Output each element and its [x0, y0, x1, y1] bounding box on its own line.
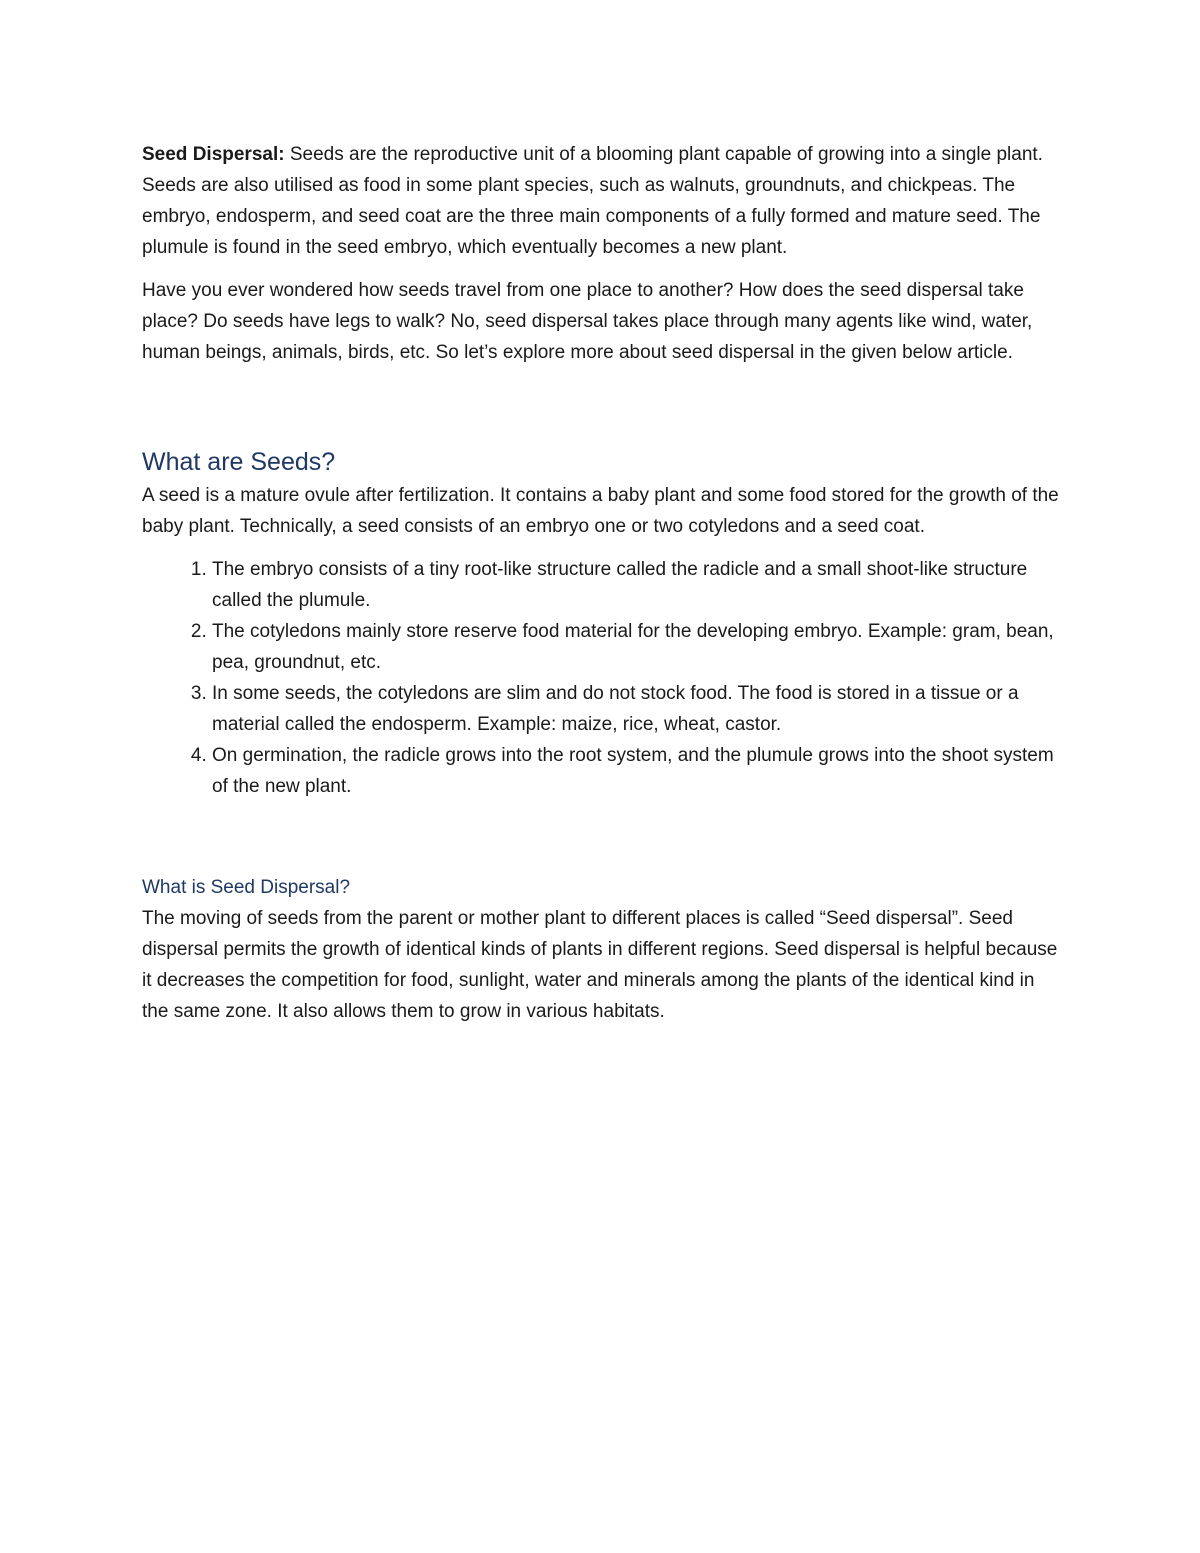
list-item: 1. The embryo consists of a tiny root-like structure called the radicle and a small shoot-like structure called the plumule.	[212, 554, 1062, 616]
seed-dispersal-heading: What is Seed Dispersal?	[142, 877, 351, 898]
list-item: 3. In some seeds, the cotyledons are slim and do not stock food. The food is stored in a tissue or a material called the endosperm. Example: maize, rice, wheat, castor.	[212, 678, 1062, 740]
intro-paragraph	[142, 139, 1062, 263]
intro-paragraph-text: Seeds are the reproductive unit of a blooming plant capable of growing into a single plant. Seeds are also utilised as food in some plant species, such as walnuts, groundnuts, and chickpeas. The embryo, endosperm, and seed coat are the three main components of a fully formed and mature seed. The plumule is found in the seed embryo, which eventually becomes a new plant.	[142, 144, 1043, 258]
intro-paragraph-2: Have you ever wondered how seeds travel from one place to another? How does the seed dispersal take place? Do seeds have legs to walk? No, seed dispersal takes place through many agents like wind, water, human beings, animals, birds, etc. So let’s explore more about seed dispersal in the given below article.	[142, 280, 1033, 363]
intro-lead-label: Seed Dispersal:	[142, 144, 285, 165]
seed-parts-list	[142, 554, 1062, 802]
document-page	[142, 139, 1062, 1027]
seed-dispersal-paragraph: The moving of seeds from the parent or mother plant to different places is called “Seed dispersal”. Seed dispersal permits the growth of identical kinds of plants in different regions. Seed dispersal is helpful because it decreases the competition for food, sunlight, water and minerals among the plants of the identical kind in the same zone. It also allows them to grow in various habitats.	[142, 908, 1058, 1022]
list-item: 2. The cotyledons mainly store reserve food material for the developing embryo. Example: gram, bean, pea, groundnut, etc.	[212, 616, 1062, 678]
seeds-paragraph: A seed is a mature ovule after fertilization. It contains a baby plant and some food stored for the growth of the baby plant. Technically, a seed consists of an embryo one or two cotyledons and a seed coat.	[142, 485, 1059, 537]
seeds-heading: What are Seeds?	[142, 448, 336, 476]
list-item: 4. On germination, the radicle grows into the root system, and the plumule grows into the shoot system of the new plant.	[212, 740, 1062, 802]
